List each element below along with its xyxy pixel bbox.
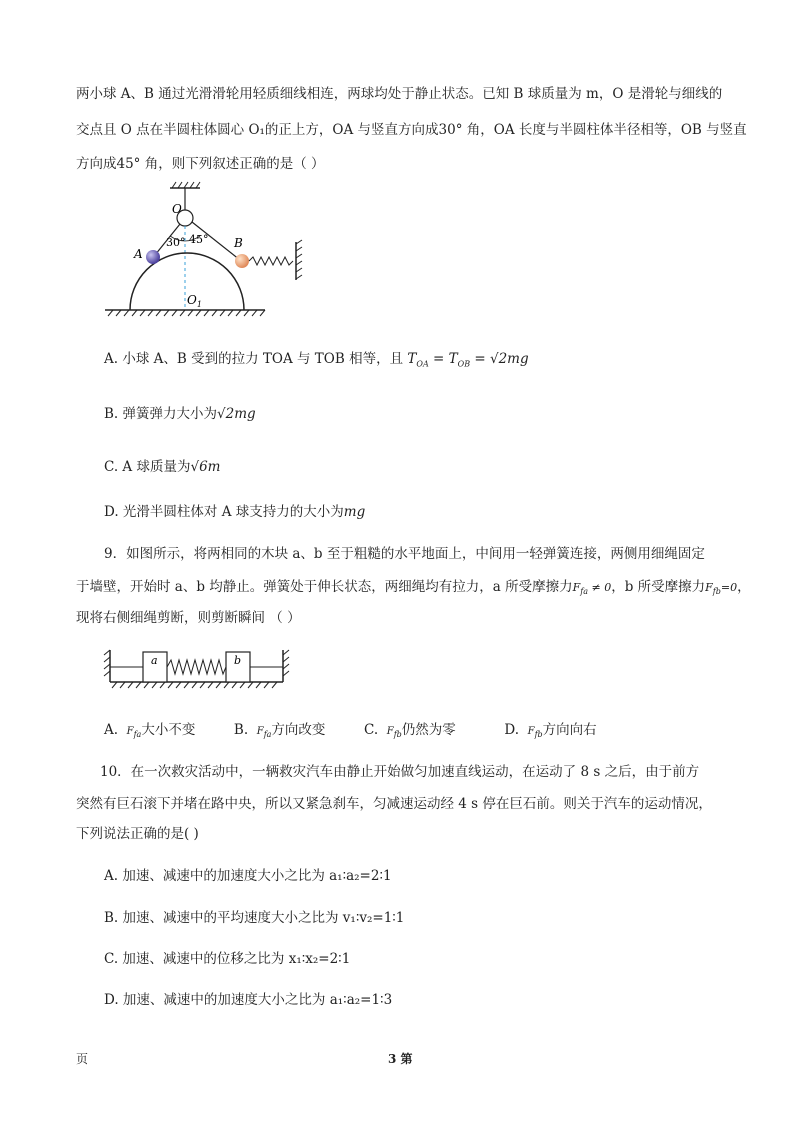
- q9-option-a[interactable]: A. $F_{fa}$大小不变: [104, 722, 196, 739]
- q8-stem-line-1: 两小球 A、B 通过光滑滑轮用轻质细线相连，两球均处于静止状态。已知 B 球质量为 m，O 是滑轮与细线的: [76, 86, 723, 102]
- angle-30: 30°: [166, 236, 186, 249]
- q8-stem-line-3: 方向成45° 角，则下列叙述正确的是（ ）: [76, 156, 325, 172]
- q10-option-c[interactable]: C. 加速、减速中的位移之比为 x₁∶x₂=2∶1: [104, 951, 351, 967]
- footer-page-left: 页: [76, 1052, 89, 1066]
- q9-stem-line-2: 于墙壁，开始时 a、b 均静止。弹簧处于伸长状态，两细绳均有拉力，a 所受摩擦力$F_{fa} \ne 0$，b 所受摩擦力$F_{fb}=0$，: [76, 579, 751, 597]
- q10-stem-line-2: 突然有巨石滚下并堵在路中央，所以又紧急刹车，匀减速运动经 4 s 停在巨石前。则关于汽车的运动情况，: [76, 796, 712, 812]
- label-o1: $O_1$: [187, 293, 202, 309]
- q8-option-a[interactable]: A. 小球 A、B 受到的拉力 TOA 与 TOB 相等，且 $T_{OA} = T_{OB} = √2mg$: [104, 351, 529, 369]
- q10-stem-line-1: 10．在一次救灾活动中，一辆救灾汽车由静止开始做匀加速直线运动，在运动了 8 s 之后，由于前方: [100, 764, 700, 780]
- svg-text:b: b: [234, 654, 242, 667]
- label-o: O: [172, 202, 182, 216]
- q10-option-a[interactable]: A. 加速、减速中的加速度大小之比为 a₁∶a₂=2∶1: [104, 868, 392, 884]
- q9-option-d[interactable]: D. $F_{fb}$方向向右: [504, 722, 597, 739]
- q10-option-d[interactable]: D. 加速、减速中的加速度大小之比为 a₁∶a₂=1∶3: [104, 992, 393, 1008]
- q10-option-b[interactable]: B. 加速、减速中的平均速度大小之比为 v₁∶v₂=1∶1: [104, 910, 405, 926]
- ball-a: [146, 250, 160, 264]
- q10-stem-line-3: 下列说法正确的是( ): [76, 826, 199, 842]
- q9-options: [104, 718, 597, 739]
- label-b: B: [234, 236, 243, 250]
- label-a: A: [134, 247, 143, 261]
- q8-figure-pulley-hemisphere: [100, 180, 315, 325]
- q9-stem-line-3: 现将右侧细绳剪断，则剪断瞬间 （ ）: [76, 610, 301, 626]
- q9-figure-blocks-spring: [100, 645, 295, 695]
- q8-option-c[interactable]: C. A 球质量为√6m: [104, 459, 221, 475]
- q8-option-d[interactable]: D. 光滑半圆柱体对 A 球支持力的大小为mg: [104, 504, 366, 520]
- q9-stem-line-1: 9．如图所示，将两相同的木块 a、b 至于粗糙的水平地面上，中间用一轻弹簧连接，两侧用细绳固定: [104, 546, 705, 562]
- ball-b: [235, 254, 249, 268]
- q9-option-c[interactable]: C. $F_{fb}$仍然为零: [364, 722, 456, 739]
- q8-stem-line-2: 交点且 O 点在半圆柱体圆心 O₁的正上方，OA 与竖直方向成30° 角，OA 长度与半圆柱体半径相等，OB 与竖直: [76, 122, 747, 138]
- q9-option-b[interactable]: B. $F_{fa}$方向改变: [233, 722, 326, 739]
- q8-option-b[interactable]: B. 弹簧弹力大小为√2mg: [104, 406, 256, 422]
- angle-45: 45°: [189, 233, 209, 246]
- footer-page-number: 3 第: [388, 1052, 413, 1066]
- svg-text:a: a: [151, 654, 158, 667]
